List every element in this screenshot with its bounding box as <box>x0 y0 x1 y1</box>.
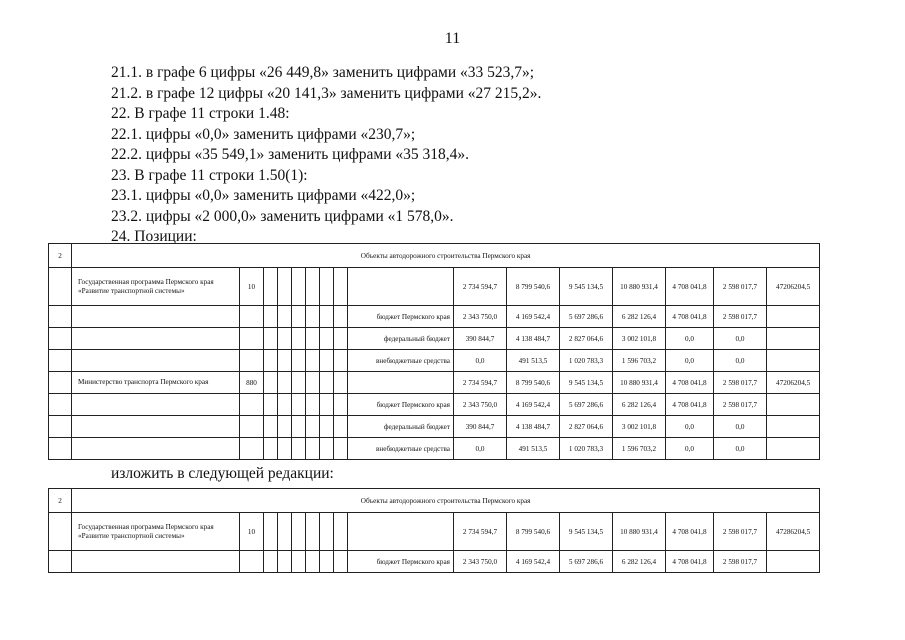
empty-cell <box>292 394 306 416</box>
row-code-cell: 10 <box>240 268 264 306</box>
row-name-cell <box>72 438 240 460</box>
empty-cell <box>264 438 278 460</box>
section-number: 2 <box>49 489 72 513</box>
empty-cell <box>264 328 278 350</box>
empty-cell <box>278 306 292 328</box>
value-cell: 47286204,5 <box>767 513 820 551</box>
row-source-cell: внебюджетные средства <box>348 438 454 460</box>
row-index-cell <box>49 416 72 438</box>
value-cell: 1 596 703,2 <box>613 350 666 372</box>
empty-cell <box>320 551 334 573</box>
row-index-cell <box>49 551 72 573</box>
empty-cell <box>292 372 306 394</box>
value-cell: 8 799 540,6 <box>507 513 560 551</box>
empty-cell <box>264 268 278 306</box>
row-source-cell: внебюджетные средства <box>348 350 454 372</box>
row-name-cell: Министерство транспорта Пермского края <box>72 372 240 394</box>
row-name-cell <box>72 306 240 328</box>
empty-cell <box>306 551 320 573</box>
value-cell <box>767 416 820 438</box>
value-cell: 2 827 064,6 <box>560 416 613 438</box>
empty-cell <box>292 438 306 460</box>
instruction-line: 21.1. в графе 6 цифры «26 449,8» заменить цифрами «33 523,7»; <box>111 64 535 81</box>
section-title: Объекты автодорожного строительства Пермского края <box>72 244 820 268</box>
value-cell: 0,0 <box>666 416 714 438</box>
value-cell: 0,0 <box>454 438 507 460</box>
value-cell: 2 734 594,7 <box>454 268 507 306</box>
row-code-cell <box>240 328 264 350</box>
empty-cell <box>320 513 334 551</box>
value-cell: 4 138 484,7 <box>507 328 560 350</box>
table-row <box>49 350 820 372</box>
value-cell: 6 282 126,4 <box>613 551 666 573</box>
value-cell: 390 844,7 <box>454 416 507 438</box>
value-cell: 2 598 017,7 <box>714 268 767 306</box>
value-cell: 5 697 286,6 <box>560 551 613 573</box>
row-index-cell <box>49 306 72 328</box>
value-cell: 4 708 041,8 <box>666 306 714 328</box>
table-row <box>49 416 820 438</box>
empty-cell <box>334 328 348 350</box>
value-cell: 10 880 931,4 <box>613 268 666 306</box>
empty-cell <box>278 416 292 438</box>
table-row <box>49 372 820 394</box>
value-cell: 2 598 017,7 <box>714 306 767 328</box>
empty-cell <box>278 350 292 372</box>
empty-cell <box>306 372 320 394</box>
empty-cell <box>334 268 348 306</box>
row-code-cell <box>240 551 264 573</box>
empty-cell <box>334 394 348 416</box>
empty-cell <box>264 350 278 372</box>
row-index-cell <box>49 438 72 460</box>
row-index-cell <box>49 372 72 394</box>
row-name-cell: Государственная программа Пермского края «Развитие транспортной системы» <box>72 513 240 551</box>
table-row <box>49 513 820 551</box>
value-cell: 2 343 750,0 <box>454 306 507 328</box>
empty-cell <box>278 268 292 306</box>
empty-cell <box>320 306 334 328</box>
value-cell: 4 708 041,8 <box>666 551 714 573</box>
row-name-cell: Государственная программа Пермского края «Развитие транспортной системы» <box>72 268 240 306</box>
empty-cell <box>320 372 334 394</box>
table-row <box>49 438 820 460</box>
value-cell: 1 596 703,2 <box>613 438 666 460</box>
value-cell: 4 169 542,4 <box>507 306 560 328</box>
instruction-line: 23.2. цифры «2 000,0» заменить цифрами «1 578,0». <box>111 207 454 225</box>
row-name-cell <box>72 328 240 350</box>
value-cell: 10 880 931,4 <box>613 372 666 394</box>
value-cell: 6 282 126,4 <box>613 306 666 328</box>
table-row <box>49 268 820 306</box>
instruction-line: 22.2. цифры «35 549,1» заменить цифрами «35 318,4». <box>111 146 470 163</box>
value-cell: 491 513,5 <box>507 350 560 372</box>
value-cell: 0,0 <box>666 350 714 372</box>
value-cell: 3 002 101,8 <box>613 328 666 350</box>
current-positions-table <box>48 243 820 460</box>
value-cell: 0,0 <box>714 438 767 460</box>
empty-cell <box>264 551 278 573</box>
empty-cell <box>278 551 292 573</box>
row-code-cell <box>240 394 264 416</box>
empty-cell <box>306 268 320 306</box>
value-cell: 4 708 041,8 <box>666 268 714 306</box>
page-number: 11 <box>444 30 461 47</box>
empty-cell <box>306 328 320 350</box>
empty-cell <box>278 394 292 416</box>
instruction-line: 23. В графе 11 строки 1.50(1): <box>111 166 308 184</box>
value-cell: 5 697 286,6 <box>560 306 613 328</box>
empty-cell <box>320 328 334 350</box>
empty-cell <box>334 350 348 372</box>
empty-cell <box>320 268 334 306</box>
row-code-cell <box>240 306 264 328</box>
empty-cell <box>320 438 334 460</box>
row-name-cell <box>72 350 240 372</box>
row-index-cell <box>49 350 72 372</box>
empty-cell <box>292 328 306 350</box>
row-name-cell <box>72 394 240 416</box>
row-source-cell <box>348 372 454 394</box>
value-cell: 3 002 101,8 <box>613 416 666 438</box>
row-code-cell: 10 <box>240 513 264 551</box>
new-edition-label: изложить в следующей редакции: <box>111 465 334 482</box>
table-row <box>49 306 820 328</box>
row-code-cell: 880 <box>240 372 264 394</box>
empty-cell <box>334 438 348 460</box>
empty-cell <box>306 513 320 551</box>
value-cell: 5 697 286,6 <box>560 394 613 416</box>
empty-cell <box>320 394 334 416</box>
value-cell: 8 799 540,6 <box>507 268 560 306</box>
table-row <box>49 328 820 350</box>
table-row <box>49 551 820 573</box>
value-cell: 0,0 <box>714 416 767 438</box>
row-name-cell <box>72 551 240 573</box>
row-index-cell <box>49 513 72 551</box>
value-cell: 2 343 750,0 <box>454 394 507 416</box>
value-cell <box>767 551 820 573</box>
value-cell: 9 545 134,5 <box>560 372 613 394</box>
value-cell: 4 138 484,7 <box>507 416 560 438</box>
value-cell: 4 169 542,4 <box>507 394 560 416</box>
value-cell: 8 799 540,6 <box>507 372 560 394</box>
value-cell: 2 598 017,7 <box>714 372 767 394</box>
empty-cell <box>306 416 320 438</box>
row-source-cell <box>348 268 454 306</box>
value-cell: 2 827 064,6 <box>560 328 613 350</box>
empty-cell <box>334 416 348 438</box>
instruction-line: 24. Позиции: <box>111 228 197 245</box>
row-code-cell <box>240 350 264 372</box>
row-index-cell <box>49 394 72 416</box>
empty-cell <box>264 513 278 551</box>
empty-cell <box>292 268 306 306</box>
value-cell: 2 734 594,7 <box>454 513 507 551</box>
value-cell: 4 169 542,4 <box>507 551 560 573</box>
empty-cell <box>292 513 306 551</box>
row-index-cell <box>49 328 72 350</box>
instruction-line: 23.1. цифры «0,0» заменить цифрами «422,0»; <box>111 187 416 204</box>
value-cell: 2 598 017,7 <box>714 513 767 551</box>
value-cell: 10 880 931,4 <box>613 513 666 551</box>
empty-cell <box>334 306 348 328</box>
row-code-cell <box>240 416 264 438</box>
section-title: Объекты автодорожного строительства Пермского края <box>72 489 820 513</box>
value-cell: 0,0 <box>666 438 714 460</box>
value-cell: 4 708 041,8 <box>666 513 714 551</box>
value-cell: 0,0 <box>454 350 507 372</box>
row-code-cell <box>240 438 264 460</box>
empty-cell <box>306 438 320 460</box>
empty-cell <box>292 350 306 372</box>
value-cell: 4 708 041,8 <box>666 372 714 394</box>
empty-cell <box>264 306 278 328</box>
empty-cell <box>278 513 292 551</box>
value-cell: 1 020 783,3 <box>560 438 613 460</box>
value-cell: 4 708 041,8 <box>666 394 714 416</box>
value-cell: 2 734 594,7 <box>454 372 507 394</box>
empty-cell <box>320 416 334 438</box>
section-header-row <box>49 489 820 513</box>
row-source-cell <box>348 513 454 551</box>
row-name-cell <box>72 416 240 438</box>
value-cell <box>767 394 820 416</box>
value-cell: 1 020 783,3 <box>560 350 613 372</box>
value-cell: 2 343 750,0 <box>454 551 507 573</box>
value-cell: 47206204,5 <box>767 372 820 394</box>
section-header-row <box>49 244 820 268</box>
row-source-cell: бюджет Пермского края <box>348 306 454 328</box>
instruction-line: 22. В графе 11 строки 1.48: <box>111 105 290 122</box>
empty-cell <box>292 416 306 438</box>
value-cell <box>767 306 820 328</box>
instruction-line: 22.1. цифры «0,0» заменить цифрами «230,7»; <box>111 125 416 143</box>
empty-cell <box>278 372 292 394</box>
value-cell: 2 598 017,7 <box>714 394 767 416</box>
empty-cell <box>320 350 334 372</box>
empty-cell <box>264 372 278 394</box>
empty-cell <box>264 394 278 416</box>
value-cell: 0,0 <box>714 328 767 350</box>
empty-cell <box>306 350 320 372</box>
instruction-line: 21.2. в графе 12 цифры «20 141,3» заменить цифрами «27 215,2». <box>111 84 542 102</box>
row-index-cell <box>49 268 72 306</box>
empty-cell <box>334 372 348 394</box>
value-cell: 0,0 <box>666 328 714 350</box>
section-number: 2 <box>49 244 72 268</box>
value-cell: 390 844,7 <box>454 328 507 350</box>
value-cell: 9 545 134,5 <box>560 268 613 306</box>
value-cell <box>767 350 820 372</box>
value-cell: 6 282 126,4 <box>613 394 666 416</box>
value-cell <box>767 438 820 460</box>
empty-cell <box>264 416 278 438</box>
value-cell: 491 513,5 <box>507 438 560 460</box>
empty-cell <box>278 438 292 460</box>
value-cell: 0,0 <box>714 350 767 372</box>
empty-cell <box>278 328 292 350</box>
value-cell: 9 545 134,5 <box>560 513 613 551</box>
empty-cell <box>306 306 320 328</box>
row-source-cell: федеральный бюджет <box>348 416 454 438</box>
value-cell: 47206204,5 <box>767 268 820 306</box>
row-source-cell: бюджет Пермского края <box>348 551 454 573</box>
new-positions-table <box>48 488 820 573</box>
empty-cell <box>334 551 348 573</box>
empty-cell <box>334 513 348 551</box>
empty-cell <box>306 394 320 416</box>
empty-cell <box>292 551 306 573</box>
row-source-cell: федеральный бюджет <box>348 328 454 350</box>
value-cell: 2 598 017,7 <box>714 551 767 573</box>
amendment-instructions <box>111 63 541 248</box>
table-row <box>49 394 820 416</box>
value-cell <box>767 328 820 350</box>
empty-cell <box>292 306 306 328</box>
row-source-cell: бюджет Пермского края <box>348 394 454 416</box>
